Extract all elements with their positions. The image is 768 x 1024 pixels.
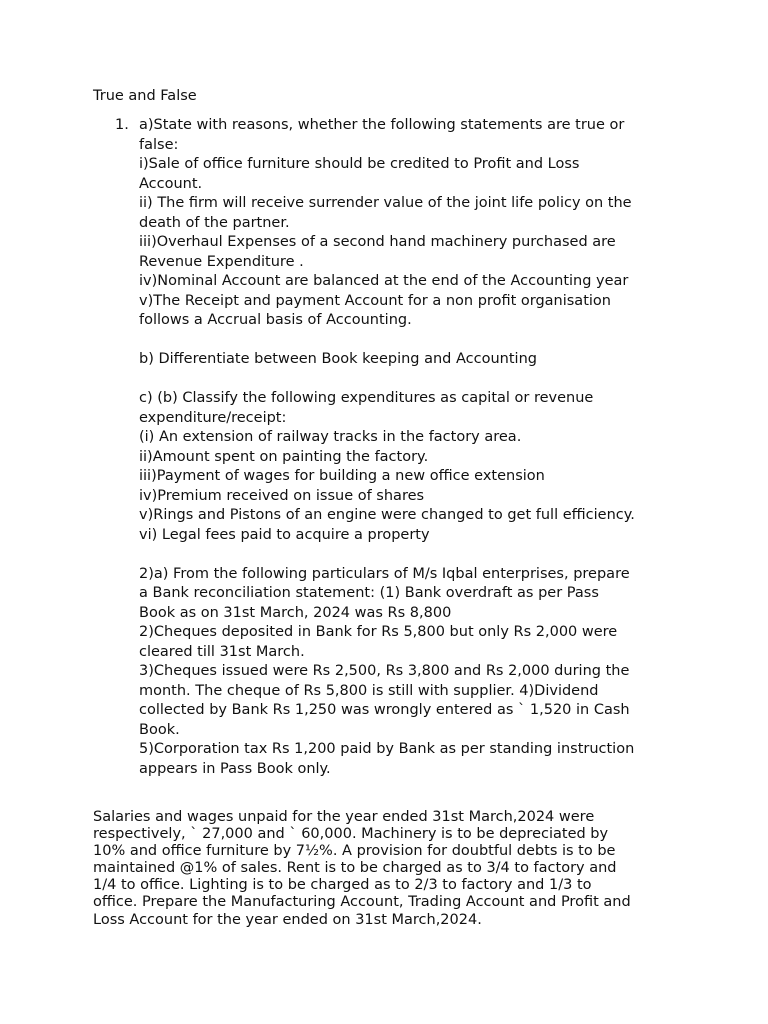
text-line: 2)Cheques deposited in Bank for Rs 5,800 but only Rs 2,000 were: [139, 624, 618, 640]
list-item-number: 1.: [115, 117, 129, 133]
text-line: v)Rings and Pistons of an engine were changed to get full efficiency.: [139, 507, 635, 523]
text-line: iv)Premium received on issue of shares: [139, 487, 425, 504]
text-line: a Bank reconciliation statement: (1) Bank overdraft as per Pass: [139, 585, 599, 601]
text-line: (i) An extension of railway tracks in the factory area.: [139, 429, 522, 445]
text-line: ii) The firm will receive surrender value of the joint life policy on the: [139, 195, 632, 211]
text-line: false:: [139, 136, 179, 153]
text-line: [139, 545, 679, 565]
text-line: follows a Accrual basis of Accounting.: [139, 312, 412, 328]
paragraph-line: Salaries and wages unpaid for the year ended 31st March,2024 were: [93, 809, 595, 825]
text-line: Account.: [139, 175, 203, 192]
text-line: v)The Receipt and payment Account for a non profit organisation: [139, 292, 611, 309]
text-line: Revenue Expenditure .: [139, 253, 304, 270]
text-line: [139, 370, 679, 390]
text-line: [139, 331, 679, 351]
question-list-item: [139, 116, 679, 779]
text-line: cleared till 31st March.: [139, 643, 305, 660]
text-line: month. The cheque of Rs 5,800 is still with supplier. 4)Dividend: [139, 682, 599, 699]
text-line: 2)a) From the following particulars of M/s Iqbal enterprises, prepare: [139, 565, 630, 582]
text-line: death of the partner.: [139, 214, 290, 231]
text-line: Book as on 31st March, 2024 was Rs 8,800: [139, 604, 452, 621]
paragraph-line: Loss Account for the year ended on 31st March,2024.: [93, 911, 482, 928]
paragraph-line: maintained @1% of sales. Rent is to be charged as to 3/4 to factory and: [93, 860, 617, 877]
section-heading: True and False: [93, 88, 197, 104]
text-line: iii)Payment of wages for building a new office extension: [139, 468, 545, 484]
text-line: vi) Legal fees paid to acquire a property: [139, 526, 430, 543]
paragraph-line: 1/4 to office. Lighting is to be charged as to 2/3 to factory and 1/3 to: [93, 877, 592, 894]
text-line: a)State with reasons, whether the following statements are true or: [139, 117, 625, 133]
text-line: iv)Nominal Account are balanced at the end of the Accounting year: [139, 273, 629, 289]
text-line: collected by Bank Rs 1,250 was wrongly entered as ` 1,520 in Cash: [139, 702, 630, 718]
text-line: i)Sale of office furniture should be credited to Profit and Loss: [139, 156, 580, 172]
text-line: appears in Pass Book only.: [139, 760, 331, 777]
text-line: 5)Corporation tax Rs 1,200 paid by Bank as per standing instruction: [139, 741, 635, 757]
question-paragraph: [93, 809, 683, 929]
paragraph-line: office. Prepare the Manufacturing Account, Trading Account and Profit and: [93, 894, 631, 911]
text-line: Book.: [139, 721, 180, 738]
text-line: ii)Amount spent on painting the factory.: [139, 448, 429, 465]
text-line: 3)Cheques issued were Rs 2,500, Rs 3,800 and Rs 2,000 during the: [139, 663, 630, 679]
text-line: expenditure/receipt:: [139, 409, 287, 426]
text-line: iii)Overhaul Expenses of a second hand machinery purchased are: [139, 234, 616, 250]
text-line: c) (b) Classify the following expenditures as capital or revenue: [139, 390, 594, 406]
paragraph-line: respectively, ` 27,000 and ` 60,000. Machinery is to be depreciated by: [93, 826, 609, 843]
text-line: b) Differentiate between Book keeping and Accounting: [139, 351, 537, 367]
paragraph-line: 10% and office furniture by 7½%. A provision for doubtful debts is to be: [93, 843, 616, 860]
